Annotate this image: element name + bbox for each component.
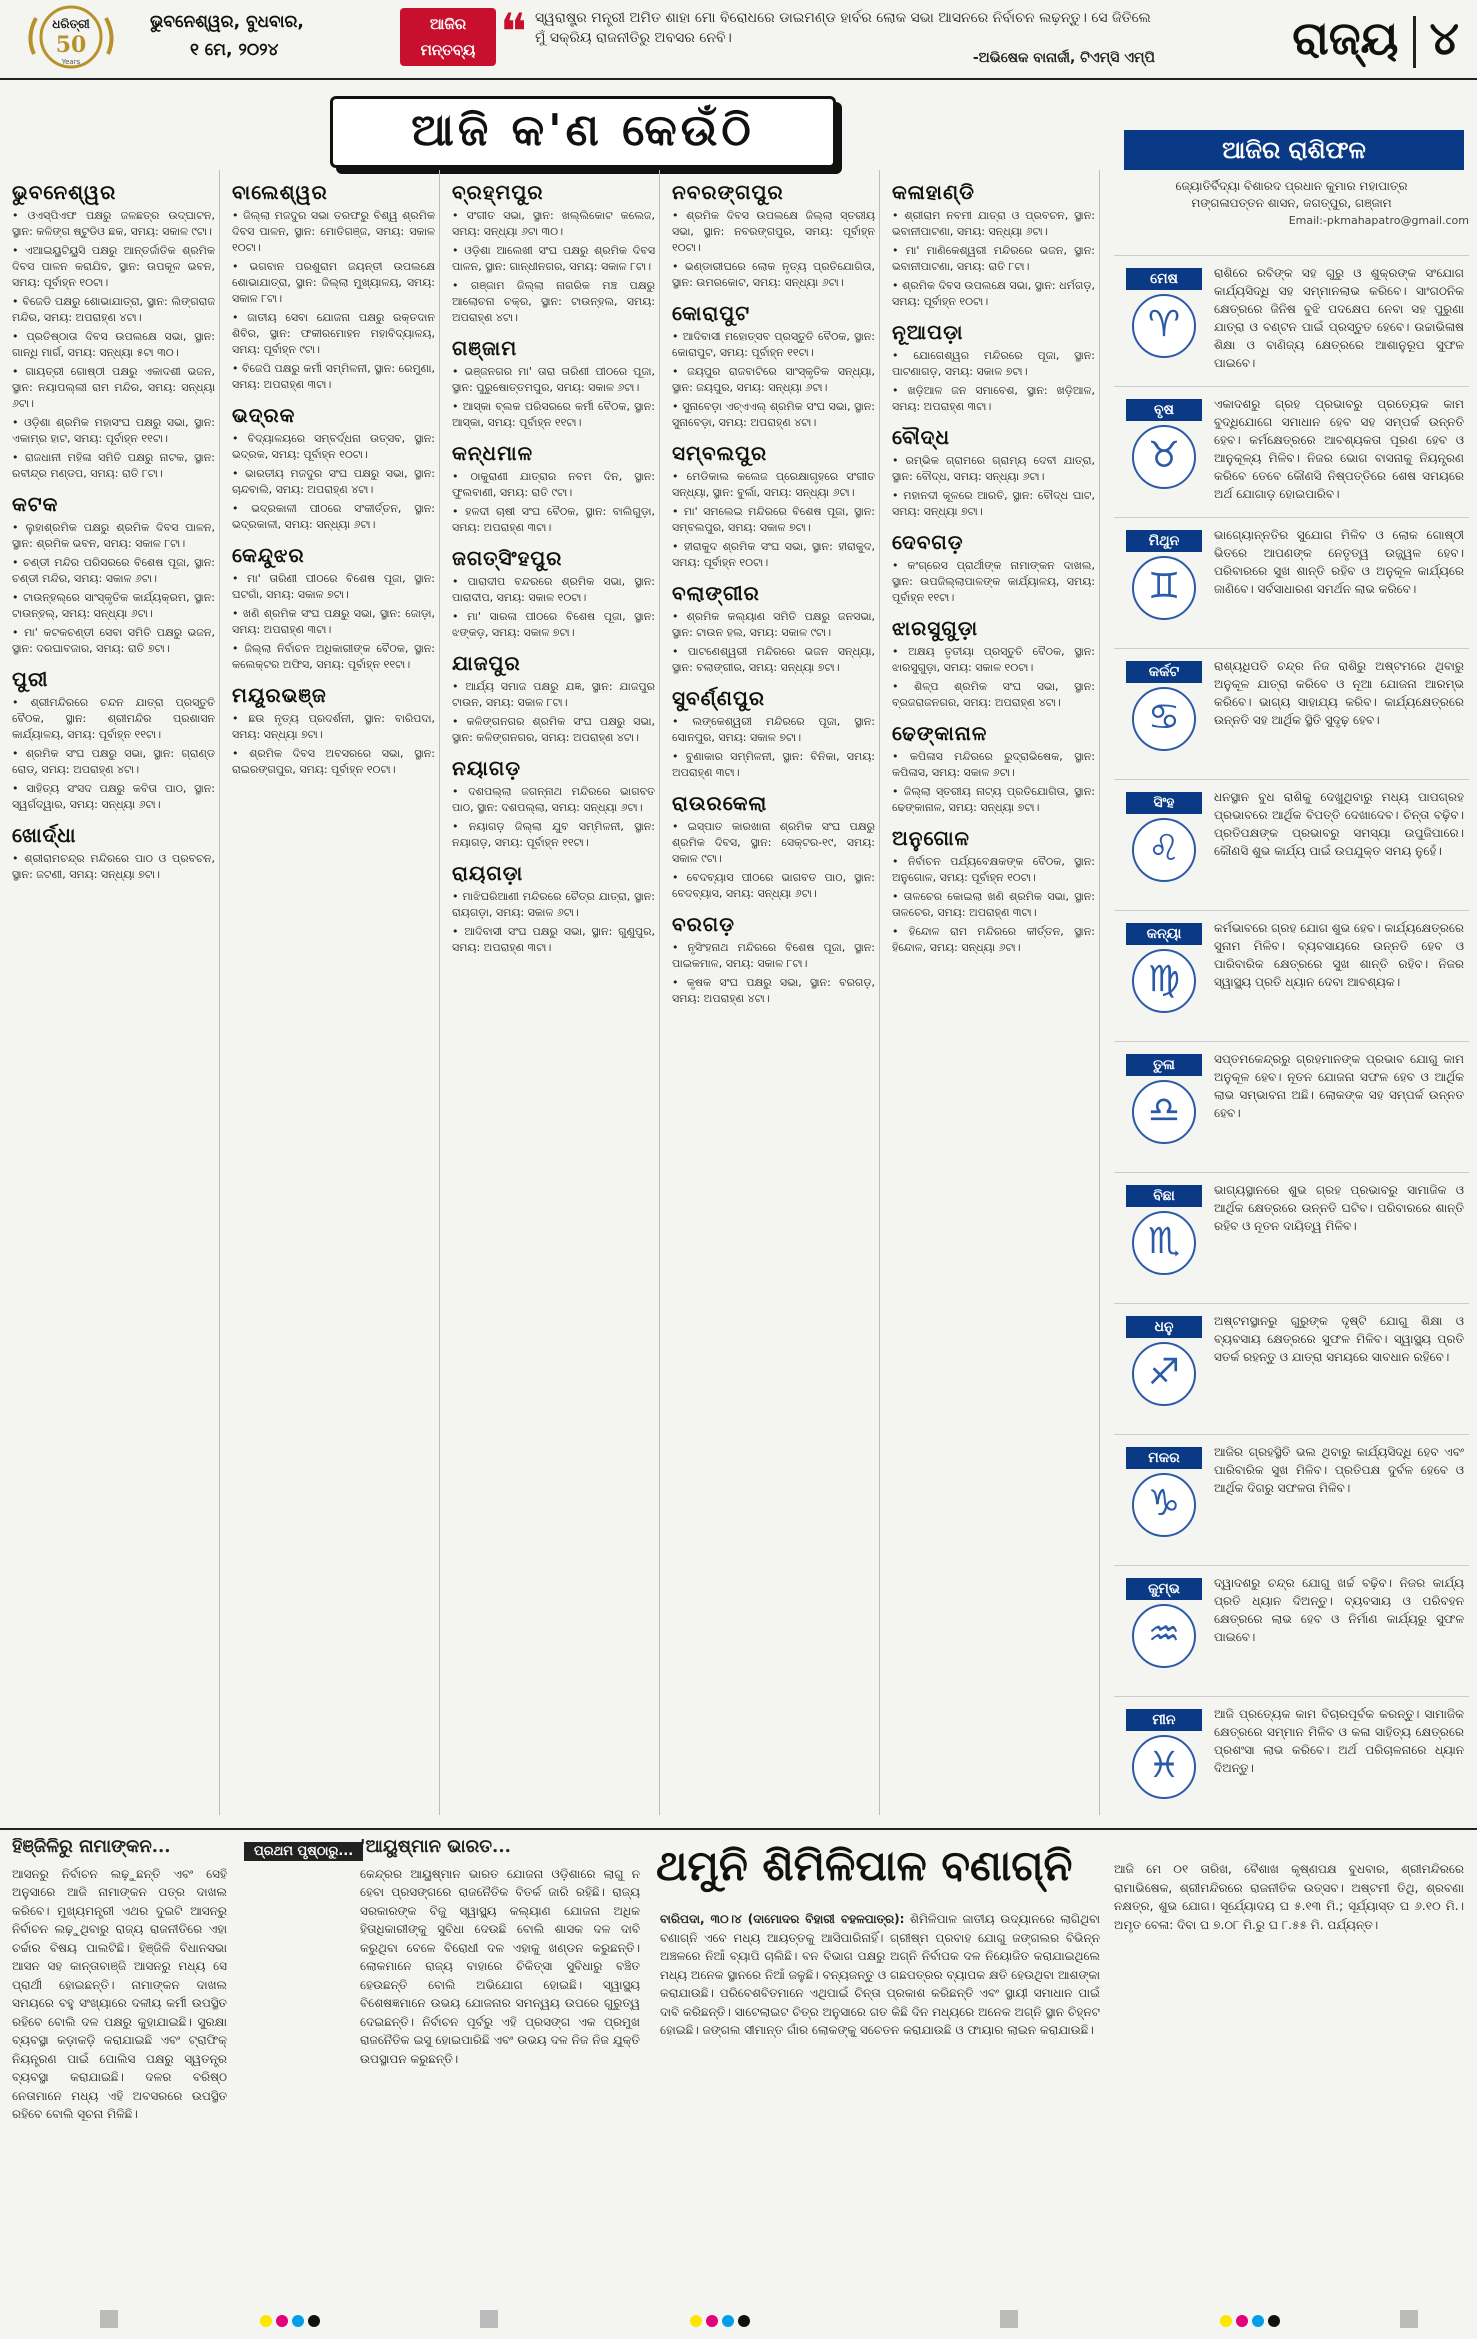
event-item: • ଯୋଗେଶ୍ୱର ମନ୍ଦିରରେ ପୂଜା, ସ୍ଥାନ: ପାଟଣାଗଡ଼, ସମୟ: ସକାଳ ୭ଟା। (892, 348, 1095, 380)
zodiac-symbol-icon: ♉ (1132, 425, 1196, 489)
grey-swatch (1000, 2310, 1018, 2328)
events-column (448, 170, 660, 1815)
event-item: • ଜିଲ୍ଲା ମଜଦୁର ସଭା ତରଫରୁ ବିଶ୍ୱ ଶ୍ରମିକ ଦିବସ ପାଳନ, ସ୍ଥାନ: ମୋତିଗଞ୍ଜ, ସମୟ: ସକାଳ ୧୦ଟା। (232, 208, 435, 256)
zodiac-name: ମକର (1126, 1447, 1202, 1469)
city-heading: ସୁବର୍ଣ୍ଣପୁର (672, 686, 766, 710)
city-heading: ଗଞ୍ଜାମ (452, 336, 518, 360)
event-item: • ବୁଣାକାର ସମ୍ମିଳନୀ, ସ୍ଥାନ: ବିନିକା, ସମୟ: ଅପରାହ୍ଣ ୩ଟା। (672, 749, 875, 781)
zodiac-name: ବିଛା (1126, 1185, 1202, 1207)
event-item: • ସଂଗୀତ ସଭା, ସ୍ଥାନ: ଖଲ୍ଲିକୋଟ କଲେଜ, ସମୟ: ସନ୍ଧ୍ୟା ୬ଟା ୩୦। (452, 208, 655, 240)
zodiac-prediction: ଦ୍ୱାଦଶରୁ ଚନ୍ଦ୍ର ଯୋଗୁ ଖର୍ଚ୍ଚ ବଢ଼ିବ। ନିଜର କାର୍ଯ୍ୟ ପ୍ରତି ଧ୍ୟାନ ଦିଅନ୍ତୁ। ବ୍ୟବସାୟ ଓ ପରିବହନ କ୍ଷେତ୍ରରେ ଲାଭ ହେବ ଓ ନିର୍ମାଣ କାର୍ଯ୍ୟରୁ ସୁଫଳ ପାଇବେ। (1214, 1576, 1464, 1644)
section-divider (1413, 16, 1416, 68)
event-item: • ଜାତୀୟ ସେବା ଯୋଜନା ପକ୍ଷରୁ ରକ୍ତଦାନ ଶିବିର, ସ୍ଥାନ: ଫକୀରମୋହନ ମହାବିଦ୍ୟାଳୟ, ସମୟ: ପୂର୍ବାହ୍ନ ୯ଟା। (232, 310, 435, 358)
zodiac-entry (1114, 648, 1469, 799)
event-item: • ଗଞ୍ଜାମ ଜିଲ୍ଲା ନାଗରିକ ମଞ୍ଚ ପକ୍ଷରୁ ଆଲୋଚନା ଚକ୍ର, ସ୍ଥାନ: ଟାଉନ୍‌ହଲ, ସମୟ: ଅପରାହ୍ଣ ୪ଟା। (452, 278, 655, 326)
logo-brand: ଧରିତ୍ରୀ (52, 17, 90, 31)
event-item: • ଶ୍ରୀରାମ ନବମୀ ଯାତ୍ରା ଓ ପ୍ରବଚନ, ସ୍ଥାନ: ଭବାନୀପାଟଣା, ସମୟ: ସନ୍ଧ୍ୟା ୬ଟା। (892, 208, 1095, 240)
event-item: • ମା' ତାରିଣୀ ପୀଠରେ ବିଶେଷ ପୂଜା, ସ୍ଥାନ: ଘଟଗାଁ, ସମୟ: ସକାଳ ୭ଟା। (232, 571, 435, 603)
city-heading: ବରଗଡ଼ (672, 912, 735, 936)
city-heading: କଟକ (12, 492, 59, 516)
city-heading: ମୟୂରଭଞ୍ଜ (232, 683, 327, 707)
event-item: • କପିଳାସ ମନ୍ଦିରରେ ରୁଦ୍ରାଭିଷେକ, ସ୍ଥାନ: କପିଳାସ, ସମୟ: ସକାଳ ୬ଟା। (892, 749, 1095, 781)
event-item: • ଜିଲ୍ଲା ନିର୍ବାଚନ ଅଧିକାରୀଙ୍କ ବୈଠକ, ସ୍ଥାନ: କଲେକ୍ଟର ଅଫିସ, ସମୟ: ପୂର୍ବାହ୍ନ ୧୧ଟା। (232, 641, 435, 673)
event-item: • ସାହିତ୍ୟ ସଂସଦ ପକ୍ଷରୁ କବିତା ପାଠ, ସ୍ଥାନ: ସ୍ୱର୍ଗଦ୍ୱାର, ସମୟ: ସନ୍ଧ୍ୟା ୬ଟା। (12, 781, 215, 813)
city-heading: ନୟାଗଡ଼ (452, 756, 522, 780)
zodiac-prediction: ରାଶ୍ୟଧିପତି ଚନ୍ଦ୍ର ନିଜ ରାଶିରୁ ଅଷ୍ଟମରେ ଥିବାରୁ ଅନୁକୂଳ ଯାତ୍ରା କରିବେ ଓ ନୂଆ ଯୋଜନା ଆରମ୍ଭ କରିବେ। ଭାଗ୍ୟ ସାହାଯ୍ୟ କରିବ। କାର୍ଯ୍ୟକ୍ଷେତ୍ରରେ ଉନ୍ନତି ସହ ଆର୍ଥିକ ସ୍ଥିତି ସୁଦୃଢ଼ ହେବ। (1214, 659, 1464, 727)
city-heading: ଅନୁଗୋଳ (892, 826, 970, 850)
events-column (8, 170, 220, 1815)
quote-badge (400, 8, 496, 66)
continued-tag: ପ୍ରଥମ ପୃଷ୍ଠାରୁ... (244, 1842, 363, 1861)
article-simlipal-title: ଥମୁନି ଶିମିଳିପାଳ ବଣାଗ୍ନି (656, 1841, 1073, 1890)
event-item: • ଶ୍ରମିକ ଦିବସ ଉପଲକ୍ଷେ ସଭା, ସ୍ଥାନ: ଧର୍ମଗଡ଼, ସମୟ: ପୂର୍ବାହ୍ନ ୧୦ଟା। (892, 278, 1095, 310)
event-item: • ଇସ୍ପାତ କାରଖାନା ଶ୍ରମିକ ସଂଘ ପକ୍ଷରୁ ଶ୍ରମିକ ଦିବସ, ସ୍ଥାନ: ସେକ୍ଟର-୧୯, ସମୟ: ସକାଳ ୯ଟା। (672, 819, 875, 867)
event-item: • ଶ୍ରମିକ ଦିବସ ଉପଲକ୍ଷେ ଜିଲ୍ଲା ସ୍ତରୀୟ ସଭା, ସ୍ଥାନ: ନବରଙ୍ଗପୁର, ସମୟ: ପୂର୍ବାହ୍ନ ୧୦ଟା। (672, 208, 875, 256)
astrologer-name: ଜ୍ୟୋତିର୍ବିଦ୍ୟା ବିଶାରଦ ପ୍ରଧାନ କୁମାର ମହାପାତ୍ର (1175, 179, 1408, 193)
article-hinjili (12, 1838, 227, 2298)
zodiac-prediction: ଭାଗ୍ୟୋନ୍ନତିର ସୁଯୋଗ ମିଳିବ ଓ ଲୋକ ଗୋଷ୍ଠୀ ଭିତରେ ଆପଣଙ୍କ ନେତୃତ୍ୱ ଉଜ୍ଜ୍ୱଳ ହେବ। ପରିବାରରେ ସୁଖ ଶାନ୍ତି ରହିବ ଓ ଅନୁକୂଳ କାର୍ଯ୍ୟରେ ଜାଣିବେ। ସର୍ବସାଧାରଣ ସମର୍ଥନ ଲାଭ କରିବେ। (1214, 528, 1464, 596)
section-heading (1199, 6, 1459, 72)
event-item: • ବିଦ୍ୟାଳୟରେ ସମ୍ବର୍ଦ୍ଧନା ଉତ୍ସବ, ସ୍ଥାନ: ଭଦ୍ରକ, ସମୟ: ପୂର୍ବାହ୍ନ ୧୦ଟା। (232, 431, 435, 463)
zodiac-entry (1114, 517, 1469, 668)
event-item: • ଓଡ଼ିଶା ଆଲେଖୀ ସଂଘ ପକ୍ଷରୁ ଶ୍ରମିକ ଦିବସ ପାଳନ, ସ୍ଥାନ: ଗାନ୍ଧୀନଗର, ସମୟ: ସକାଳ ୮ଟା। (452, 243, 655, 275)
city-heading: ବୌଦ୍ଧ (892, 425, 950, 449)
city-heading: ପୁରୀ (12, 667, 49, 691)
event-item: • କଳିଙ୍ଗନଗର ଶ୍ରମିକ ସଂଘ ପକ୍ଷରୁ ସଭା, ସ୍ଥାନ: କଳିଙ୍ଗନଗର, ସମୟ: ଅପରାହ୍ଣ ୪ଟା। (452, 714, 655, 746)
bottom-articles (0, 1828, 1477, 2300)
city-heading: ଝାରସୁଗୁଡ଼ା (892, 616, 979, 640)
city-heading: ଦେବଗଡ଼ (892, 530, 964, 554)
event-item: • ଟାଉନ୍‌ହଲ୍‌ରେ ସାଂସ୍କୃତିକ କାର୍ଯ୍ୟକ୍ରମ, ସ୍ଥାନ: ଟାଉନ୍‌ହଲ୍, ସମୟ: ସନ୍ଧ୍ୟା ୬ଟା। (12, 590, 215, 622)
city-heading: କଳାହାଣ୍ଡି (892, 180, 975, 204)
article-simlipal-body: ଶିମିଳିପାଳ ଜାତୀୟ ଉଦ୍ୟାନରେ ଲାଗିଥିବା ବଣାଗ୍ନି ଏବେ ମଧ୍ୟ ଆୟତ୍ତକୁ ଆସିପାରିନାହିଁ। ଗ୍ରୀଷ୍ମ ପ୍ରବାହ ଯୋଗୁ ଜଙ୍ଗଲର ବିଭିନ୍ନ ଅଞ୍ଚଳରେ ନିଆଁ ବ୍ୟାପି ଚାଲିଛି। ବନ ବିଭାଗ ପକ୍ଷରୁ ଅଗ୍ନି ନିର୍ବାପକ ଦଳ ନିୟୋଜିତ କରାଯାଇଥିଲେ ମଧ୍ୟ ଅନେକ ସ୍ଥାନରେ ନିଆଁ ଜଳୁଛି। ବନ୍ୟଜନ୍ତୁ ଓ ଗଛପତ୍ରର ବ୍ୟାପକ କ୍ଷତି ହେଉଥିବା ଆଶଙ୍କା କରାଯାଉଛି। ପରିବେଶବିତମାନେ ଏଥିପାଇଁ ଚିନ୍ତା ପ୍ରକାଶ କରିଛନ୍ତି ଏବଂ ସ୍ଥାୟୀ ସମାଧାନ ପାଇଁ ଦାବି କରିଛନ୍ତି। ସାଟେଲାଇଟ ଚିତ୍ର ଅନୁସାରେ ଗତ କିଛି ଦିନ ମଧ୍ୟରେ ଅନେକ ଅଗ୍ନି ସ୍ଥାନ ଚିହ୍ନଟ ହୋଇଛି। ଜଙ୍ଗଲ ସୀମାନ୍ତ ଗାଁର ଲୋକଙ୍କୁ ସଚେତନ କରାଯାଉଛି ଓ ଫାୟାର ଲାଇନ କରାଯାଉଛି। (660, 1912, 1100, 2037)
zodiac-name: କର୍କଟ (1126, 661, 1202, 683)
city-heading: ବଲାଙ୍ଗୀର (672, 581, 760, 605)
astrologer-address: ମଙ୍ଗଳାପତ୍ତନ ଶାସନ, ଜଗତ୍‌ପୁର, ଗଞ୍ଜାମ (1191, 196, 1392, 210)
city-heading: କନ୍ଧମାଳ (452, 441, 534, 465)
event-item: • ଆଦିବାସୀ ସଂଘ ପକ୍ଷରୁ ସଭା, ସ୍ଥାନ: ଗୁଣୁପୁର, ସମୟ: ଅପରାହ୍ଣ ୩ଟା। (452, 924, 655, 956)
zodiac-entry (1114, 1434, 1469, 1585)
events-banner: ଆଜି କ'ଣ କେଉଁଠି (330, 96, 836, 168)
zodiac-symbol-icon: ♒ (1132, 1604, 1196, 1668)
event-item: • ରମ୍ଭିକ ଗ୍ରାମରେ ଗ୍ରାମ୍ୟ ଦେବୀ ଯାତ୍ରା, ସ୍ଥାନ: ବୌଦ୍ଧ, ସମୟ: ସନ୍ଧ୍ୟା ୬ଟା। (892, 453, 1095, 485)
laurel-50-icon (12, 4, 130, 70)
event-item: • ମା' ସମଲେଇ ମନ୍ଦିରରେ ବିଶେଷ ପୂଜା, ସ୍ଥାନ: ସମ୍ବଲପୁର, ସମୟ: ସକାଳ ୭ଟା। (672, 504, 875, 536)
city-heading: ଜଗତ୍‌ସିଂହପୁର (452, 546, 563, 570)
event-item: • ହୀରାକୁଦ ଶ୍ରମିକ ସଂଘ ସଭା, ସ୍ଥାନ: ହୀରାକୁଦ, ସମୟ: ପୂର୍ବାହ୍ନ ୧୦ଟା। (672, 539, 875, 571)
article-hinjili-title: ହିଞ୍ଜିଳିରୁ ନାମାଙ୍କନ... (12, 1838, 171, 1857)
zodiac-name: ବୃଷ (1126, 399, 1202, 421)
zodiac-prediction: କର୍ମଭାବରେ ଗ୍ରହ ଯୋଗ ଶୁଭ ହେବ। କାର୍ଯ୍ୟକ୍ଷେତ୍ରରେ ସୁନାମ ମିଳିବ। ବ୍ୟବସାୟରେ ଉନ୍ନତି ହେବ ଓ ପାରିବାରିକ କ୍ଷେତ୍ରରେ ସୁଖ ଶାନ୍ତି ରହିବ। ନିଜର ସ୍ୱାସ୍ଥ୍ୟ ପ୍ରତି ଧ୍ୟାନ ଦେବା ଆବଶ୍ୟକ। (1214, 921, 1464, 989)
city-heading: ଭଦ୍ରକ (232, 403, 296, 427)
article-hinjili-body: ଆସନରୁ ନିର୍ବାଚନ ଲଢ଼ୁଛନ୍ତି ଏବଂ ସେହି ଅନୁସାରେ ଆଜି ନାମାଙ୍କନ ପତ୍ର ଦାଖଲ କରିବେ। ମୁଖ୍ୟମନ୍ତ୍ରୀ ଏଥର ଦୁଇଟି ଆସନରୁ ନିର୍ବାଚନ ଲଢ଼ୁଥିବାରୁ ରାଜ୍ୟ ରାଜନୀତିରେ ଏହା ଚର୍ଚ୍ଚାର ବିଷୟ ପାଲଟିଛି। ହିଞ୍ଜିଳି ବିଧାନସଭା ଆସନ ସହ କାନ୍ତାବାଞ୍ଜି ଆସନରୁ ମଧ୍ୟ ସେ ପ୍ରାର୍ଥୀ ହୋଇଛନ୍ତି। ନାମାଙ୍କନ ଦାଖଲ ସମୟରେ ବହୁ ସଂଖ୍ୟାରେ ଦଳୀୟ କର୍ମୀ ଉପସ୍ଥିତ ରହିବେ ବୋଲି ଦଳ ପକ୍ଷରୁ କୁହାଯାଇଛି। ସୁରକ୍ଷା ବ୍ୟବସ୍ଥା କଡ଼ାକଡ଼ି କରାଯାଇଛି ଏବଂ ଟ୍ରାଫିକ୍ ନିୟନ୍ତ୍ରଣ ପାଇଁ ପୋଲିସ ପକ୍ଷରୁ ସ୍ୱତନ୍ତ୍ର ବ୍ୟବସ୍ଥା କରାଯାଇଛି। ଦଳର ବରିଷ୍ଠ ନେତାମାନେ ମଧ୍ୟ ଏହି ଅବସରରେ ଉପସ୍ଥିତ ରହିବେ ବୋଲି ସୂଚନା ମିଳିଛି। (12, 1866, 227, 2121)
event-item: • ମା' ସାରଳା ପୀଠରେ ବିଶେଷ ପୂଜା, ସ୍ଥାନ: ଝଙ୍କଡ଼, ସମୟ: ସକାଳ ୭ଟା। (452, 609, 655, 641)
zodiac-prediction: ଆଜିର ଗ୍ରହସ୍ଥିତି ଭଲ ଥିବାରୁ କାର୍ଯ୍ୟସିଦ୍ଧି ହେବ ଏବଂ ପାରିବାରିକ ସୁଖ ମିଳିବ। ପ୍ରତିପକ୍ଷ ଦୁର୍ବଳ ହେବେ ଓ ଆର୍ଥିକ ଦିଗରୁ ସଫଳତା ମିଳିବ। (1214, 1445, 1464, 1495)
zodiac-prediction: ଭାଗ୍ୟସ୍ଥାନରେ ଶୁଭ ଗ୍ରହ ପ୍ରଭାବରୁ ସାମାଜିକ ଓ ଆର୍ଥିକ କ୍ଷେତ୍ରରେ ଉନ୍ନତି ଘଟିବ। ପରିବାରରେ ଶାନ୍ତି ରହିବ ଓ ନୂତନ ଦାୟିତ୍ୱ ମିଳିବ। (1214, 1183, 1464, 1233)
event-item: • ଖଡ଼ିଆଳ ଜନ ସମାବେଶ, ସ୍ଥାନ: ଖଡ଼ିଆଳ, ସମୟ: ଅପରାହ୍ଣ ୩ଟା। (892, 383, 1095, 415)
event-item: • ମେଡିକାଲ କଲେଜ ପ୍ରେକ୍ଷାଗୃହରେ ସଂଗୀତ ସନ୍ଧ୍ୟା, ସ୍ଥାନ: ବୁର୍ଲା, ସମୟ: ସନ୍ଧ୍ୟା ୬ଟା। (672, 469, 875, 501)
city-heading: ଯାଜପୁର (452, 651, 521, 675)
event-item: • ଖଣି ଶ୍ରମିକ ସଂଘ ପକ୍ଷରୁ ସଭା, ସ୍ଥାନ: ଜୋଡ଼ା, ସମୟ: ଅପରାହ୍ଣ ୩ଟା। (232, 606, 435, 638)
quote-author: -ଅଭିଷେକ ବାନାର୍ଜୀ, ଟିଏମ୍‌ସି ଏମ୍‌ପି (972, 50, 1155, 66)
astrologer-email: Email:-pkmahapatro@gmail.com (1288, 214, 1469, 227)
zodiac-prediction: ଏକାଦଶରୁ ଗ୍ରହ ପ୍ରଭାବରୁ ପ୍ରତ୍ୟେକ କାମ ବୁଦ୍ଧିଯୋଗେ ସମାଧାନ ହେବ ସହ ସମ୍ପର୍କ ଉନ୍ନତି ହେବ। କର୍ମକ୍ଷେତ୍ରରେ ଆବଶ୍ୟକତା ପୂରଣ ହେବ ଓ ଆନୁକୂଳ୍ୟ ମିଳିବ। ନିଜର ଭୋଗ ବାସନାକୁ ନିୟନ୍ତ୍ରଣ କରିବେ ତେବେ କୌଣସି ନିଷ୍ପତ୍ତିରେ ଶେଷ ସମୟରେ ଅର୍ଥ ଯୋଗାଡ଼ ହୋଇପାରିବ। (1214, 397, 1464, 501)
cmyk-dots (690, 2312, 754, 2326)
horoscope-title: ଆଜିର ରାଶିଫଳ (1124, 130, 1464, 170)
city-heading: ସମ୍ବଲପୁର (672, 441, 768, 465)
astrologer-info (1114, 178, 1469, 229)
issue-date: ୧ ମେ, ୨୦୨୪ (190, 40, 279, 60)
svg-text:Years: Years (61, 58, 81, 66)
zodiac-entry (1114, 779, 1469, 930)
event-item: • ଓଡ଼ିଶା ଶ୍ରମିକ ମହାସଂଘ ପକ୍ଷରୁ ସଭା, ସ୍ଥାନ: ଏକାମ୍ର ହାଟ, ସମୟ: ପୂର୍ବାହ୍ନ ୧୧ଟା। (12, 415, 215, 447)
zodiac-entry (1114, 1696, 1469, 1847)
anniversary-logo (12, 4, 130, 70)
article-ayushman-body: କେନ୍ଦ୍ରର ଆୟୁଷ୍ମାନ ଭାରତ ଯୋଜନା ଓଡ଼ିଶାରେ ଲାଗୁ ନ ହେବା ପ୍ରସଙ୍ଗରେ ରାଜନୈତିକ ବିତର୍କ ଜାରି ରହିଛି। ରାଜ୍ୟ ସରକାରଙ୍କ ବିଜୁ ସ୍ୱାସ୍ଥ୍ୟ କଲ୍ୟାଣ ଯୋଜନା ଅଧିକ ହିତାଧିକାରୀଙ୍କୁ ସୁବିଧା ଦେଉଛି ବୋଲି ଶାସକ ଦଳ ଦାବି କରୁଥିବା ବେଳେ ବିରୋଧୀ ଦଳ ଏହାକୁ ଖଣ୍ଡନ କରୁଛନ୍ତି। ଲୋକମାନେ ରାଜ୍ୟ ବାହାରେ ଚିକିତ୍ସା ସୁବିଧାରୁ ବଞ୍ଚିତ ହେଉଛନ୍ତି ବୋଲି ଅଭିଯୋଗ ହୋଇଛି। ସ୍ୱାସ୍ଥ୍ୟ ବିଶେଷଜ୍ଞମାନେ ଉଭୟ ଯୋଜନାର ସମନ୍ୱୟ ଉପରେ ଗୁରୁତ୍ୱ ଦେଇଛନ୍ତି। ନିର୍ବାଚନ ପୂର୍ବରୁ ଏହି ପ୍ରସଙ୍ଗ ଏକ ପ୍ରମୁଖ ରାଜନୈତିକ ଇସୁ ହୋଇପାରିଛି ଏବଂ ଉଭୟ ଦଳ ନିଜ ନିଜ ଯୁକ୍ତି ଉପସ୍ଥାପନ କରୁଛନ୍ତି। (360, 1866, 640, 2066)
zodiac-symbol-icon: ♋ (1132, 687, 1196, 751)
zodiac-symbol-icon: ♑ (1132, 1473, 1196, 1537)
zodiac-entry (1114, 1172, 1469, 1323)
zodiac-symbol-icon: ♐ (1132, 1342, 1196, 1406)
cmyk-dots (1220, 2312, 1284, 2326)
event-item: • ନିର୍ବାଚନ ପର୍ଯ୍ୟବେକ୍ଷକଙ୍କ ବୈଠକ, ସ୍ଥାନ: ଅନୁଗୋଳ, ସମୟ: ପୂର୍ବାହ୍ନ ୧୦ଟା। (892, 854, 1095, 886)
event-item: • ପ୍ରତିଷ୍ଠାତା ଦିବସ ଉପଲକ୍ଷେ ସଭା, ସ୍ଥାନ: ଗାନ୍ଧି ମାର୍ଗ, ସମୟ: ସନ୍ଧ୍ୟା ୫ଟା ୩୦। (12, 329, 215, 361)
city-heading: ନବରଙ୍ଗପୁର (672, 180, 784, 204)
svg-text:50: 50 (55, 32, 87, 58)
date-place: ଭୁବନେଶ୍ୱର, ବୁଧବାର, (150, 12, 304, 32)
grey-swatch (100, 2310, 118, 2328)
event-item: • ଭଞ୍ଜନଗର ମା' ତାରା ତାରିଣୀ ପୀଠରେ ପୂଜା, ସ୍ଥାନ: ପୁରୁଷୋତ୍ତମପୁର, ସମୟ: ସକାଳ ୬ଟା। (452, 364, 655, 396)
event-item: • ଗାୟତ୍ରୀ ଗୋଷ୍ଠୀ ପକ୍ଷରୁ ଏକାଦଶୀ ଭଜନ, ସ୍ଥାନ: ନୟାପଲ୍ଲୀ ରାମ ମନ୍ଦିର, ସମୟ: ସନ୍ଧ୍ୟା ୬ଟା। (12, 364, 215, 412)
city-heading: ଢେଙ୍କାନାଳ (892, 721, 988, 745)
grey-swatch (1400, 2310, 1418, 2328)
zodiac-entry (1114, 1303, 1469, 1454)
article-simlipal (660, 1910, 1100, 2290)
city-heading: ରାୟଗଡ଼ା (452, 861, 524, 885)
event-item: • ଜିଲ୍ଲା ସ୍ତରୀୟ ନାଟ୍ୟ ପ୍ରତିଯୋଗିତା, ସ୍ଥାନ: ଢେଙ୍କାନାଳ, ସମୟ: ସନ୍ଧ୍ୟା ୭ଟା। (892, 784, 1095, 816)
zodiac-symbol-icon: ♏ (1132, 1211, 1196, 1275)
event-item: • ଅକ୍ଷୟ ତୃତୀୟା ପ୍ରସ୍ତୁତି ବୈଠକ, ସ୍ଥାନ: ଝାରସୁଗୁଡ଼ା, ସମୟ: ସକାଳ ୧୦ଟା। (892, 644, 1095, 676)
zodiac-symbol-icon: ♍ (1132, 949, 1196, 1013)
date-block (150, 8, 380, 68)
event-item: • ମହାନଦୀ କୂଳରେ ଆରତି, ସ୍ଥାନ: ବୌଦ୍ଧ ଘାଟ, ସମୟ: ସନ୍ଧ୍ୟା ୭ଟା। (892, 488, 1095, 520)
zodiac-name: କନ୍ୟା (1126, 923, 1202, 945)
event-item: • ଲଙ୍କେଶ୍ୱରୀ ମନ୍ଦିରରେ ପୂଜା, ସ୍ଥାନ: ସୋନପୁର, ସମୟ: ସକାଳ ୭ଟା। (672, 714, 875, 746)
zodiac-name: ତୁଳା (1126, 1054, 1202, 1076)
event-item: • ନୟାଗଡ଼ ଜିଲ୍ଲା ଯୁବ ସମ୍ମିଳନୀ, ସ୍ଥାନ: ନୟାଗଡ଼, ସମୟ: ପୂର୍ବାହ୍ନ ୧୧ଟା। (452, 819, 655, 851)
zodiac-name: ମୀନ (1126, 1709, 1202, 1731)
event-item: • ଶ୍ରୀରାମଚନ୍ଦ୍ର ମନ୍ଦିରରେ ପାଠ ଓ ପ୍ରବଚନ, ସ୍ଥାନ: ଜଟଣୀ, ସମୟ: ସନ୍ଧ୍ୟା ୭ଟା। (12, 851, 215, 883)
event-item: • ଶ୍ରୀମନ୍ଦିରରେ ଚନ୍ଦନ ଯାତ୍ରା ପ୍ରସ୍ତୁତି ବୈଠକ, ସ୍ଥାନ: ଶ୍ରୀମନ୍ଦିର ପ୍ରଶାସନ କାର୍ଯ୍ୟାଳୟ, ସମୟ: ପୂର୍ବାହ୍ନ ୧୧ଟା। (12, 695, 215, 743)
zodiac-name: ମେଷ (1126, 268, 1202, 290)
event-item: • ଆସ୍କା ବ୍ଲକ ପରିସରରେ କର୍ମୀ ବୈଠକ, ସ୍ଥାନ: ଆସ୍କା, ସମୟ: ପୂର୍ବାହ୍ନ ୧୧ଟା। (452, 399, 655, 431)
event-item: • ଛଉ ନୃତ୍ୟ ପ୍ରଦର୍ଶନୀ, ସ୍ଥାନ: ବାରିପଦା, ସମୟ: ସନ୍ଧ୍ୟା ୭ଟା। (232, 711, 435, 743)
cmyk-dots (260, 2312, 324, 2326)
event-item: • ପାରାଦୀପ ବନ୍ଦରରେ ଶ୍ରମିକ ସଭା, ସ୍ଥାନ: ପାରାଦୀପ, ସମୟ: ସକାଳ ୧୦ଟା। (452, 574, 655, 606)
zodiac-symbol-icon: ♓ (1132, 1735, 1196, 1799)
event-item: • ସୁନାବେଡ଼ା ଏଚ୍‌ଏଏଲ୍ ଶ୍ରମିକ ସଂଘ ସଭା, ସ୍ଥାନ: ସୁନାବେଡ଼ା, ସମୟ: ଅପରାହ୍ଣ ୪ଟା। (672, 399, 875, 431)
event-item: • ବିଜେଡି ପକ୍ଷରୁ ଶୋଭାଯାତ୍ରା, ସ୍ଥାନ: ଲିଙ୍ଗରାଜ ମନ୍ଦିର, ସମୟ: ଅପରାହ୍ଣ ୪ଟା। (12, 294, 215, 326)
city-heading: ରାଉରକେଲା (672, 791, 768, 815)
quote-body: ସ୍ୱରାଷ୍ଟ୍ର ମନ୍ତ୍ରୀ ଅମିତ ଶାହା ମୋ ବିରୋଧରେ ଡାଇମଣ୍ଡ ହାର୍ବର ଲୋକ ସଭା ଆସନରେ ନିର୍ବାଚନ ଲଢ଼ନ୍ତୁ। ସେ ଜିତିଲେ ମୁଁ ସକ୍ରିୟ ରାଜନୀତିରୁ ଅବସର ନେବି। (535, 10, 1151, 46)
masthead (0, 0, 1477, 80)
city-heading: ବ୍ରହ୍ମପୁର (452, 180, 544, 204)
event-item: • ହିନ୍ଦୋଳ ରାମ ମନ୍ଦିରରେ କୀର୍ତ୍ତନ, ସ୍ଥାନ: ହିନ୍ଦୋଳ, ସମୟ: ସନ୍ଧ୍ୟା ୬ଟା। (892, 924, 1095, 956)
quote-badge-line2: ମନ୍ତବ୍ୟ (420, 41, 476, 59)
grey-swatch (480, 2310, 498, 2328)
event-item: • ଭଗବାନ ପରଶୁରାମ ଜୟନ୍ତୀ ଉପଲକ୍ଷେ ଶୋଭାଯାତ୍ରା, ସ୍ଥାନ: ଜିଲ୍ଲା ମୁଖ୍ୟାଳୟ, ସମୟ: ସକାଳ ୮ଟା। (232, 259, 435, 307)
city-heading: ବାଲେଶ୍ୱର (232, 180, 328, 204)
article-ayushman-title: 'ଆୟୁଷ୍ମାନ ଭାରତ... (360, 1838, 511, 1857)
event-item: • ନୃସିଂହନାଥ ମନ୍ଦିରରେ ବିଶେଷ ପୂଜା, ସ୍ଥାନ: ପାଇକମାଳ, ସମୟ: ସକାଳ ୮ଟା। (672, 940, 875, 972)
quote-of-day (535, 8, 1155, 74)
zodiac-entry (1114, 1041, 1469, 1192)
event-item: • ରାଜଧାନୀ ମହିଳା ସମିତି ପକ୍ଷରୁ ନାଟକ, ସ୍ଥାନ: ରବୀନ୍ଦ୍ର ମଣ୍ଡପ, ସମୟ: ରାତି ୮ଟା। (12, 450, 215, 482)
quote-badge-line1: ଆଜିର (429, 15, 467, 33)
city-heading: ନୂଆପଡ଼ା (892, 320, 964, 344)
events-column (888, 170, 1100, 1815)
events-column (228, 170, 440, 1815)
horoscope-panel (1114, 130, 1469, 1830)
event-item: • ଶ୍ରମିକ ସଂଘ ପକ୍ଷରୁ ସଭା, ସ୍ଥାନ: ଗ୍ରାଣ୍ଡ ରୋଡ୍, ସମୟ: ଅପରାହ୍ଣ ୪ଟା। (12, 746, 215, 778)
city-heading: କେନ୍ଦୁଝର (232, 543, 305, 567)
event-item: • ଦଶପଲ୍ଲା ଜଗନ୍ନାଥ ମନ୍ଦିରରେ ଭାଗବତ ପାଠ, ସ୍ଥାନ: ଦଶପଲ୍ଲା, ସମୟ: ସନ୍ଧ୍ୟା ୬ଟା। (452, 784, 655, 816)
section-name: ରାଜ୍ୟ (1292, 11, 1399, 65)
event-item: • ମା' ମାଣିକେଶ୍ୱରୀ ମନ୍ଦିରରେ ଭଜନ, ସ୍ଥାନ: ଭବାନୀପାଟଣା, ସମୟ: ରାତି ୮ଟା। (892, 243, 1095, 275)
article-simlipal-dateline: ବାରିପଦା, ୩୦।୪ (ଦାମୋଦର ବିହାରୀ ବହଳପାତ୍ର): (660, 1912, 905, 1926)
event-item: • ଠାକୁରାଣୀ ଯାତ୍ରାର ନବମ ଦିନ, ସ୍ଥାନ: ଫୁଲବାଣୀ, ସମୟ: ରାତି ୯ଟା। (452, 469, 655, 501)
zodiac-symbol-icon: ♈ (1132, 294, 1196, 358)
event-item: • ଶ୍ରମିକ ଦିବସ ଅବସରରେ ସଭା, ସ୍ଥାନ: ରାଇରଙ୍ଗପୁର, ସମୟ: ପୂର୍ବାହ୍ନ ୧୦ଟା। (232, 746, 435, 778)
zodiac-prediction: ସପ୍ତମକେନ୍ଦ୍ରରୁ ଗ୍ରହମାନଙ୍କ ପ୍ରଭାବ ଯୋଗୁ କାମ ଅନୁକୂଳ ହେବ। ନୂତନ ଯୋଜନା ସଫଳ ହେବ ଓ ଆର୍ଥିକ ଲାଭ ସମ୍ଭାବନା ଅଛି। ଲୋକଙ୍କ ସହ ସମ୍ପର୍କ ଉନ୍ନତ ହେବ। (1214, 1052, 1464, 1120)
event-item: • ଚଣ୍ଡୀ ମନ୍ଦିର ପରିସରରେ ବିଶେଷ ପୂଜା, ସ୍ଥାନ: ଚଣ୍ଡୀ ମନ୍ଦିର, ସମୟ: ସକାଳ ୬ଟା। (12, 555, 215, 587)
event-item: • ପାଟଣେଶ୍ୱରୀ ମନ୍ଦିରରେ ଭଜନ ସନ୍ଧ୍ୟା, ସ୍ଥାନ: ବଲାଙ୍ଗୀର, ସମୟ: ସନ୍ଧ୍ୟା ୭ଟା। (672, 644, 875, 676)
event-item: • କୃଷକ ସଂଘ ପକ୍ଷରୁ ସଭା, ସ୍ଥାନ: ବରଗଡ଼, ସମୟ: ଅପରାହ୍ଣ ୪ଟା। (672, 975, 875, 1007)
zodiac-prediction: ଧନସ୍ଥାନ ବୁଧ ରାଶିକୁ ଦେଖୁଥିବାରୁ ମଧ୍ୟ ପାପଗ୍ରହ ପ୍ରଭାବରେ ଆର୍ଥିକ ବିପତ୍ତି ଦେଖାଦେବ। ଚିନ୍ତା ବଢ଼ିବ। ପ୍ରତିପକ୍ଷଙ୍କ ପ୍ରଭାବରୁ ସମସ୍ୟା ଉପୁଜିପାରେ। କୌଣସି ଶୁଭ କାର୍ଯ୍ୟ ପାଇଁ ଉପଯୁକ୍ତ ସମୟ ନୁହେଁ। (1214, 790, 1464, 858)
panchanga (1114, 1860, 1464, 2320)
panchanga-body: ଆଜି ମେ ୦୧ ତାରିଖ, ବୈଶାଖ କୃଷ୍ଣପକ୍ଷ ବୁଧବାର, ଶ୍ରୀମନ୍ଦିରରେ ରାମାଭିଷେକ, ଶ୍ରୀମନ୍ଦିରରେ ରାଜନୀତିକ ଉତ୍ସବ। ଅଷ୍ଟମୀ ତିଥି, ଶ୍ରବଣା ନକ୍ଷତ୍ର, ଶୁଭ ଯୋଗ। ସୂର୍ଯ୍ୟୋଦୟ ଘ ୫.୧୩ ମି.; ସୂର୍ଯ୍ୟାସ୍ତ ଘ ୬.୧୦ ମି.। ଅମୃତ ବେଳା: ଦିବା ଘ ୭.୦୮ ମି.ରୁ ଘ ୮.୫୫ ମି. ପର୍ଯ୍ୟନ୍ତ। (1114, 1862, 1464, 1932)
article-ayushman (360, 1838, 640, 2298)
city-heading: ଭୁବନେଶ୍ୱର (12, 180, 117, 204)
event-item: • ଜୟପୁର ରାଜବାଟିରେ ସାଂସ୍କୃତିକ ସନ୍ଧ୍ୟା, ସ୍ଥାନ: ଜୟପୁର, ସମୟ: ସନ୍ଧ୍ୟା ୬ଟା। (672, 364, 875, 396)
zodiac-symbol-icon: ♊ (1132, 556, 1196, 620)
zodiac-prediction: ଅଷ୍ଟମସ୍ଥାନରୁ ଗୁରୁଙ୍କ ଦୃଷ୍ଟି ଯୋଗୁ ଶିକ୍ଷା ଓ ବ୍ୟବସାୟ କ୍ଷେତ୍ରରେ ସୁଫଳ ମିଳିବ। ସ୍ୱାସ୍ଥ୍ୟ ପ୍ରତି ସତର୍କ ରହନ୍ତୁ ଓ ଯାତ୍ରା ସମୟରେ ସାବଧାନ ରହିବେ। (1214, 1314, 1464, 1364)
zodiac-entry (1114, 255, 1469, 406)
event-item: • ମାଝିଘରିଆଣୀ ମନ୍ଦିରରେ ଚୈତ୍ର ଯାତ୍ରା, ସ୍ଥାନ: ରାୟଗଡ଼ା, ସମୟ: ସକାଳ ୬ଟା। (452, 889, 655, 921)
print-registration-marks (0, 2300, 1477, 2339)
zodiac-name: ମିଥୁନ (1126, 530, 1202, 552)
zodiac-prediction: ରାଶିରେ ରବିଙ୍କ ସହ ଗୁରୁ ଓ ଶୁକ୍ରଙ୍କ ସଂଯୋଗ କାର୍ଯ୍ୟସିଦ୍ଧି ସହ ସମ୍ମାନଲାଭ କରିବେ। ସାଂଗଠନିକ କ୍ଷେତ୍ରରେ ଜିନିଷ ବୁଝି ପଦକ୍ଷେପ ନେବା ସହ ପୁରୁଣା ଯାତ୍ରା ଓ ବଣ୍ଟନ ପାଇଁ ପ୍ରସ୍ତୁତ ହେବେ। ଉଚ୍ଚାଭିଳାଷ ଶିକ୍ଷା ଓ ବାଣିଜ୍ୟ କ୍ଷେତ୍ରରେ ଆଶାନୁରୂପ ସୁଫଳ ପାଇବେ। (1214, 266, 1464, 370)
event-item: • ଲୁହାଶ୍ରମିକ ପକ୍ଷରୁ ଶ୍ରମିକ ଦିବସ ପାଳନ, ସ୍ଥାନ: ଶ୍ରମିକ ଭବନ, ସମୟ: ସକାଳ ୮ଟା। (12, 520, 215, 552)
zodiac-symbol-icon: ♎ (1132, 1080, 1196, 1144)
zodiac-name: ସିଂହ (1126, 792, 1202, 814)
page-number: ୪ (1429, 11, 1459, 65)
event-item: • ତାଳଚେର କୋଇଲା ଖଣି ଶ୍ରମିକ ସଭା, ସ୍ଥାନ: ତାଳଚେର, ସମୟ: ଅପରାହ୍ଣ ୩ଟା। (892, 889, 1095, 921)
zodiac-entry (1114, 910, 1469, 1061)
event-item: • ବେଦବ୍ୟାସ ପୀଠରେ ଭାଗବତ ପାଠ, ସ୍ଥାନ: ବେଦବ୍ୟାସ, ସମୟ: ସନ୍ଧ୍ୟା ୬ଟା। (672, 870, 875, 902)
zodiac-symbol-icon: ♌ (1132, 818, 1196, 882)
event-item: • ଶିଳ୍ପ ଶ୍ରମିକ ସଂଘ ସଭା, ସ୍ଥାନ: ବ୍ରଜରାଜନଗର, ସମୟ: ଅପରାହ୍ଣ ୪ଟା। (892, 679, 1095, 711)
events-column (668, 170, 880, 1815)
event-item: • ହଳଦୀ ଚାଷୀ ସଂଘ ବୈଠକ, ସ୍ଥାନ: ବାଲିଗୁଡ଼ା, ସମୟ: ଅପରାହ୍ଣ ୩ଟା। (452, 504, 655, 536)
zodiac-entry (1114, 1565, 1469, 1716)
event-item: • ଓଏସ୍‌ପିଏଫ ପକ୍ଷରୁ ଜଳଛତ୍ର ଉଦ୍‌ଘାଟନ, ସ୍ଥାନ: କଳିଙ୍ଗ ଷ୍ଟୁଡିଓ ଛକ, ସମୟ: ସକାଳ ୯ଟା। (12, 208, 215, 240)
zodiac-prediction: ଆଜି ପ୍ରତ୍ୟେକ କାମ ବିଚାରପୂର୍ବକ କରନ୍ତୁ। ସାମାଜିକ କ୍ଷେତ୍ରରେ ସମ୍ମାନ ମିଳିବ ଓ କଳା ସାହିତ୍ୟ କ୍ଷେତ୍ରରେ ପ୍ରଶଂସା ଲାଭ କରିବେ। ଅର୍ଥ ପରିଚାଳନାରେ ଧ୍ୟାନ ଦିଅନ୍ତୁ। (1214, 1707, 1464, 1775)
event-item: • ଭଦ୍ରକାଳୀ ପୀଠରେ ସଂକୀର୍ତ୍ତନ, ସ୍ଥାନ: ଭଦ୍ରକାଳୀ, ସମୟ: ସନ୍ଧ୍ୟା ୬ଟା। (232, 501, 435, 533)
event-item: • ଆଦିବାସୀ ମହୋତ୍ସବ ପ୍ରସ୍ତୁତି ବୈଠକ, ସ୍ଥାନ: କୋରାପୁଟ, ସମୟ: ପୂର୍ବାହ୍ନ ୧୧ଟା। (672, 329, 875, 361)
event-item: • ବିଜେପି ପକ୍ଷରୁ କର୍ମୀ ସମ୍ମିଳନୀ, ସ୍ଥାନ: ରେମୁଣା, ସମୟ: ଅପରାହ୍ଣ ୩ଟା। (232, 361, 435, 393)
city-heading: ଖୋର୍ଦ୍ଧା (12, 823, 77, 847)
event-item: • ଭଣ୍ଡାରୀଘରେ ଲୋକ ନୃତ୍ୟ ପ୍ରତିଯୋଗିତା, ସ୍ଥାନ: ଉମରକୋଟ, ସମୟ: ସନ୍ଧ୍ୟା ୬ଟା। (672, 259, 875, 291)
city-heading: କୋରାପୁଟ (672, 301, 751, 325)
zodiac-name: ଧନୁ (1126, 1316, 1202, 1338)
event-item: • ମା' କଟକଚଣ୍ଡୀ ସେବା ସମିତି ପକ୍ଷରୁ ଭଜନ, ସ୍ଥାନ: ଦରଘାବଜାର, ସମୟ: ରାତି ୭ଟା। (12, 625, 215, 657)
event-item: • ଆର୍ଯ୍ୟ ସମାଜ ପକ୍ଷରୁ ଯଜ୍ଞ, ସ୍ଥାନ: ଯାଜପୁର ଟାଉନ, ସମୟ: ସକାଳ ୮ଟା। (452, 679, 655, 711)
events-columns (8, 170, 1100, 1815)
event-item: • ଶ୍ରମିକ କଲ୍ୟାଣ ସମିତି ପକ୍ଷରୁ ଜନସଭା, ସ୍ଥାନ: ଟାଉନ ହଲ, ସମୟ: ସକାଳ ୯ଟା। (672, 609, 875, 641)
event-item: • ଭାରତୀୟ ମଜଦୁର ସଂଘ ପକ୍ଷରୁ ସଭା, ସ୍ଥାନ: ଚାନ୍ଦବାଲି, ସମୟ: ଅପରାହ୍ଣ ୪ଟା। (232, 466, 435, 498)
event-item: • କଂଗ୍ରେସ ପ୍ରାର୍ଥୀଙ୍କ ନାମାଙ୍କନ ଦାଖଲ, ସ୍ଥାନ: ଉପଜିଲ୍ଲାପାଳଙ୍କ କାର୍ଯ୍ୟାଳୟ, ସମୟ: ପୂର୍ବାହ୍ନ ୧୧ଟା। (892, 558, 1095, 606)
zodiac-name: କୁମ୍ଭ (1126, 1578, 1202, 1600)
quote-mark-icon: ❝ (500, 3, 527, 61)
zodiac-entry (1114, 386, 1469, 537)
event-item: • ଏଆଇୟୁଟିୟୁସି ପକ୍ଷରୁ ଆନ୍ତର୍ଜାତିକ ଶ୍ରମିକ ଦିବସ ପାଳନ କରାଯିବ, ସ୍ଥାନ: ଉପକୂଳ ଭବନ, ସମୟ: ପୂର୍ବାହ୍ନ ୧୦ଟା। (12, 243, 215, 291)
